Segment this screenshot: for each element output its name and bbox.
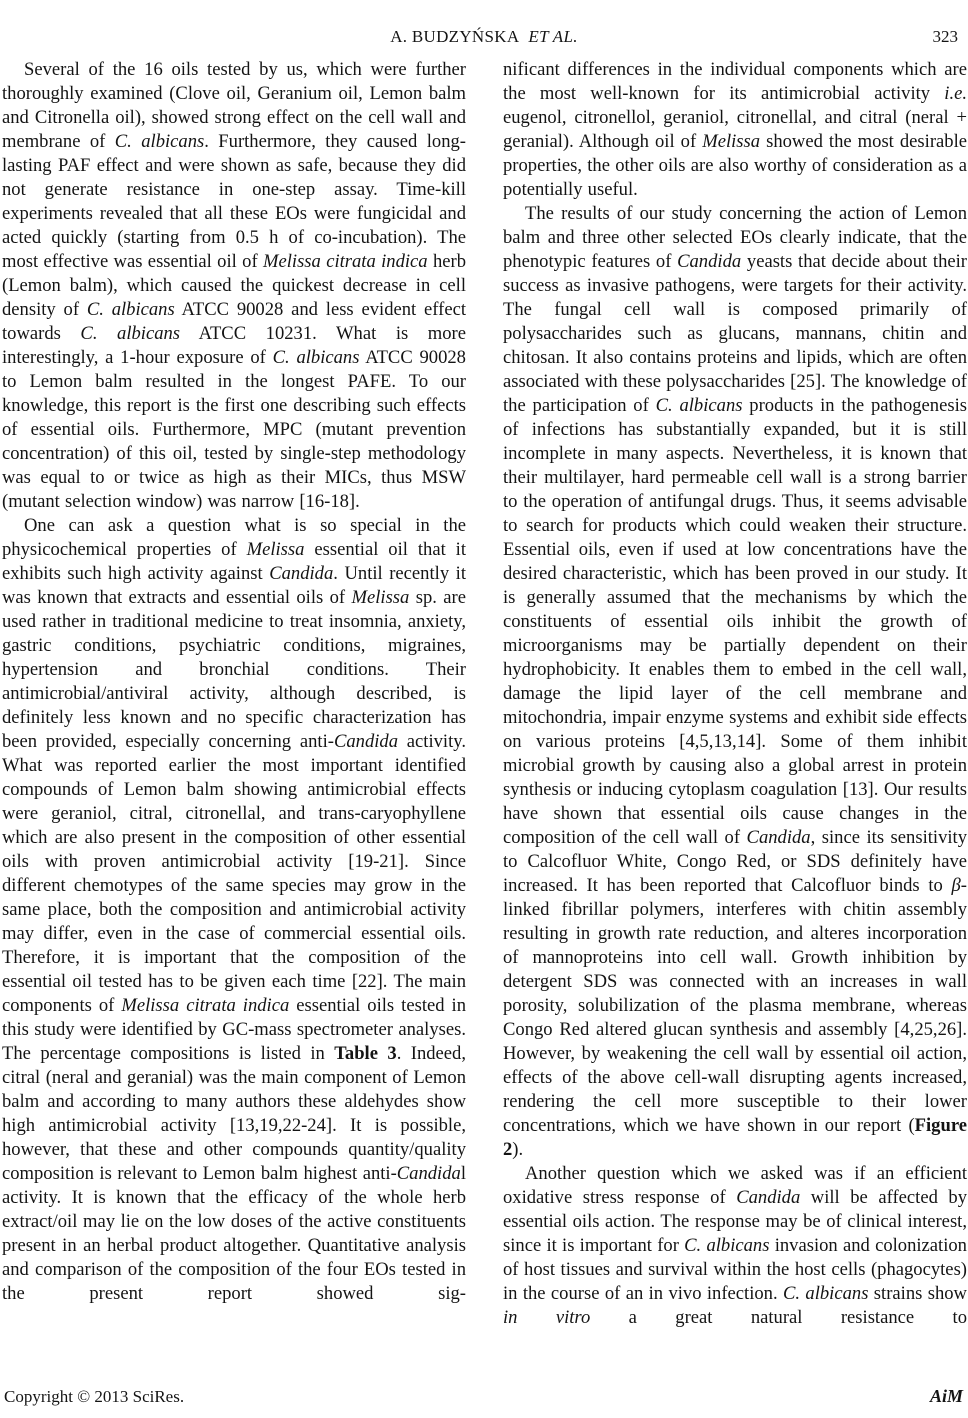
text-segment: a great natural resistance to (590, 1307, 967, 1328)
text-segment: C. albicans (86, 299, 175, 320)
text-segment: Melissa citrata indica (121, 995, 290, 1016)
page-footer (4, 1386, 963, 1407)
copyright-text: Copyright © 2013 SciRes. (4, 1387, 185, 1406)
text-segment: invasion and colonization of host tissues and survival within the host cells (phagocytes) in the course of an in vivo infection. (503, 1235, 967, 1304)
text-segment: ATCC 90028 to Lemon balm resulted in the longest PAFE. To our knowledge, this report is the first one describing such effects of essential oils. Furthermore, MPC (mutant prevention concentration) of this oil, tested by single-step methodology was equal to or twice as high as their MICs, thus MSW (mutant selection window) was narrow [16-18]. (2, 347, 466, 512)
text-segment: β (951, 875, 961, 896)
text-segment: ). (512, 1139, 524, 1160)
text-segment: Candida (269, 563, 334, 584)
text-segment: C. albicans (272, 347, 360, 368)
text-segment: Candida (396, 1163, 461, 1184)
text-segment: The results of our study concerning the action of Lemon balm and three other selected EOs clearly indicate, that the phenotypic features of (503, 203, 967, 272)
text-segment: C. albicans (783, 1283, 869, 1304)
text-segment: Candida (677, 251, 742, 272)
text-segment: . Until recently it was known that extracts and essential oils of (2, 563, 466, 608)
text-segment: products in the pathogenesis of infections has substantially expanded, but it is still incomplete in many aspects. Nevertheless, it is known that their multilayer, hard permeable cell wall is a strong barrier to the operation of antifungal drugs. Thus, it seems advisable to search for products which could weaken their structure. Essential oils, even if used at low concentrations have the desired characteristic, which has been proved in our study. It is generally assumed that the mechanisms by which the constituents of essential oils inhibit the growth of microorganisms may be partially dependent on their hydrophobicity. It enables them to embed in the cell wall, damage the lipid layer of the cell membrane and mitochondria, impair enzyme systems and exhibit side effects on various proteins [4,5,13,14]. Some of them inhibit microbial growth by causing also a global arrest in protein synthesis or inducing cytoplasm coagulation [13]. Our results have shown that essential oils cause changes in the composition of the cell wall of (503, 395, 967, 848)
left-column (2, 58, 466, 1330)
text-segment: Melissa (702, 131, 761, 152)
text-segment: , since its sensitivity to Calcofluor White, Congo Red, or SDS definitely have increased. It has been reported that Calcofluor binds to (503, 827, 968, 896)
paragraph-left-2 (2, 514, 466, 1306)
paragraph-right-1 (503, 58, 967, 202)
text-segment: yeasts that decide about their success as invasive pathogens, were targets for their activity. The fungal cell wall is composed primarily of polysaccharides such as glucans, mannans, chitin and chitosan. It also contains proteins and lipids, which are often associated with these polysaccharides [25]. The knowledge of the participation of (503, 251, 967, 416)
text-segment: Table 3 (334, 1043, 397, 1064)
text-segment: nificant differences in the individual components which are the most well-known for its antimicrobial activity (503, 59, 967, 104)
journal-abbrev: AiM (929, 1386, 963, 1406)
paragraph-right-3 (503, 1162, 967, 1330)
text-segment: showed the most desirable properties, the other oils are also worthy of consideration as a potentially useful. (503, 131, 967, 200)
text-segment: Figure 2 (503, 1115, 967, 1160)
text-segment: eugenol, citronellol, geraniol, citronellal, and citral (neral + geranial). Although oil of (503, 107, 967, 152)
text-segment: Candida (736, 1187, 801, 1208)
text-segment: C. albicans (114, 131, 205, 152)
text-segment: sp. are used rather in traditional medicine to treat insomnia, anxiety, gastric conditions, psychiatric conditions, migraines, hypertension and bronchial conditions. Their antimicrobial/antiviral activity, although described, is definitely less known and no specific characterization has been provided, especially concerning anti- (2, 587, 466, 752)
text-segment: Candida (333, 731, 399, 752)
text-segment: Candida (746, 827, 811, 848)
two-column-body (2, 58, 967, 1330)
text-segment: essential oils tested in this study were identified by GC-mass spectrometer analyses. The percentage compositions is listed in (2, 995, 466, 1064)
right-column (503, 58, 967, 1330)
text-segment: -linked fibrillar polymers, interferes with chitin assembly resulting in growth rate reduction, and alteres incorporation of mannoproteins into cell wall. Growth inhibition by detergent SDS was connected with an increases in wall porosity, solubilization of the plasma membrane, whereas Congo Red altered glucan synthesis and assembly [4,25,26]. However, by weakening the cell wall by essential oil action, effects of the above cell-wall disrupting agents increased, rendering the cell more susceptible to their lower concentrations, which we have shown in our report ( (503, 875, 967, 1136)
text-segment: Melissa citrata indica (263, 251, 428, 272)
paragraph-left-1 (2, 58, 466, 514)
text-segment: . Indeed, citral (neral and geranial) was the main component of Lemon balm and according to many authors these aldehydes show high antimicrobial activity [13,19,22-24]. It is possible, however, that these and other compounds quantity/quality composition is relevant to Lemon balm highest anti- (2, 1043, 466, 1184)
running-head (4, 27, 964, 47)
text-segment: . Furthermore, they caused long-lasting PAF effect and were shown as safe, because they did not generate resistance in one-step assay. Time-kill experiments revealed that all these EOs were fungicidal and acted quickly (starting from 0.5 h of co-incubation). The most effective was essential oil of (2, 131, 466, 272)
text-segment: will be affected by essential oils action. The response may be of clinical interest, since it is important for (503, 1187, 967, 1256)
text-segment: strains show (868, 1283, 967, 1304)
page-number: 323 (932, 27, 958, 46)
et-al-text: ET AL. (528, 27, 578, 46)
text-segment: Melissa (351, 587, 410, 608)
text-segment: essential oil that it exhibits such high activity against (2, 539, 466, 584)
text-segment: herb (Lemon balm), which caused the quickest decrease in cell density of (2, 251, 466, 320)
text-segment: C. albicans (684, 1235, 770, 1256)
page-header (4, 27, 964, 49)
text-segment: activity. What was reported earlier the most important identified compounds of Lemon balm showing antimicrobial effects were geraniol, citral, citronellal, and trans-caryophyllene which are also present in the composition of other essential oils with proven antimicrobial activity [19-21]. Since different chemotypes of the same species may grow in the same place, both the composition and antimicrobial activity may differ, even in the case of commercial essential oils. Therefore, it is important that the composition of the essential oil tested has to be given each time [22]. The main components of (2, 731, 466, 1016)
text-segment: Another question which we asked was if an efficient oxidative stress response of (503, 1163, 967, 1208)
text-segment: C. albicans (655, 395, 743, 416)
text-segment: l activity. It is known that the efficacy of the whole herb extract/oil may lie on the low doses of the active constituents present in an herbal product altogether. Quantitative analysis and comparison of the composition of the four EOs tested in the present report showed sig- (2, 1163, 466, 1304)
text-segment: Melissa (246, 539, 305, 560)
paragraph-right-2 (503, 202, 967, 1162)
text-segment: i.e. (944, 83, 967, 104)
text-segment: ATCC 90028 and less evident effect towards (2, 299, 466, 344)
text-segment: Several of the 16 oils tested by us, which were further thoroughly examined (Clove oil, Geranium oil, Lemon balm and Citronella oil), showed strong effect on the cell wall and membrane of (2, 59, 466, 152)
text-segment: in vitro (503, 1307, 591, 1328)
text-segment: ATCC 10231. What is more interestingly, a 1-hour exposure of (2, 323, 466, 368)
text-segment: C. albicans (80, 323, 181, 344)
authors-text: A. BUDZYŃSKA (390, 27, 520, 46)
text-segment: One can ask a question what is so special in the physicochemical properties of (2, 515, 466, 560)
